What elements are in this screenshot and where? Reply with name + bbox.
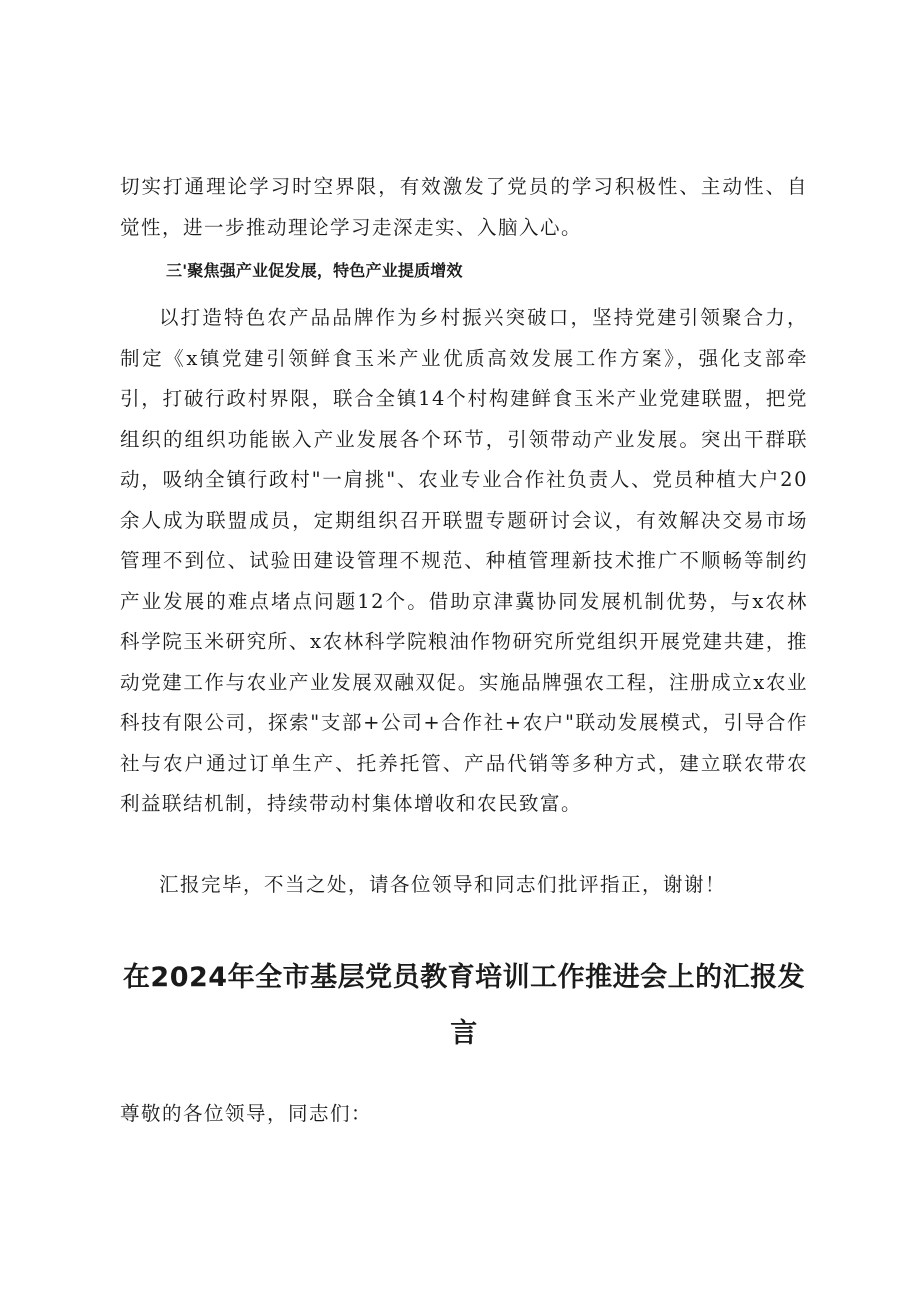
salutation: 尊敬的各位领导，同志们： bbox=[120, 1102, 373, 1125]
closing-paragraph: 汇报完毕，不当之处，请各位领导和同志们批评指正，谢谢！ bbox=[159, 873, 727, 896]
paragraph-continued: 切实打通理论学习时空界限，有效激发了党员的学习积极性、主动性、自觉性，进一步推动理论学习走深走实、入脑入心。 bbox=[120, 175, 808, 239]
paragraph-industry: 以打造特色农产品品牌作为乡村振兴突破口，坚持党建引领聚合力，制定《x镇党建引领鲜食玉米产业优质高效发展工作方案》，强化支部牵引，打破行政村界限，联合全镇14个村构建鲜食玉米产业党建联盟，把党组织的组织功能嵌入产业发展各个环节，引领带动产业发展。突出干群联动，吸纳全镇行政村"一肩挑"、农业专业合作社负责人、党员种植大户20余人成为联盟成员，定期组织召开联盟专题研讨会议，有效解决交易市场管理不到位、试验田建设管理不规范、种植管理新技术推广不顺畅等制约产业发展的难点堵点问题12个。借助京津冀协同发展机制优势，与x农林科学院玉米研究所、x农林科学院粮油作物研究所党组织开展党建共建，推动党建工作与农业产业发展双融双促。实施品牌强农工程，注册成立x农业科技有限公司，探索"支部+公司+合作社+农户"联动发展模式，引导合作社与农户通过订单生产、托养托管、产品代销等多种方式，建立联农带农利益联结机制，持续带动村集体增收和农民致富。 bbox=[120, 306, 808, 815]
speech-title: 在2024年全市基层党员教育培训工作推进会上的汇报发言 bbox=[122, 962, 806, 1049]
section-heading: 三'聚焦强产业促发展，特色产业提质增效 bbox=[166, 261, 463, 280]
